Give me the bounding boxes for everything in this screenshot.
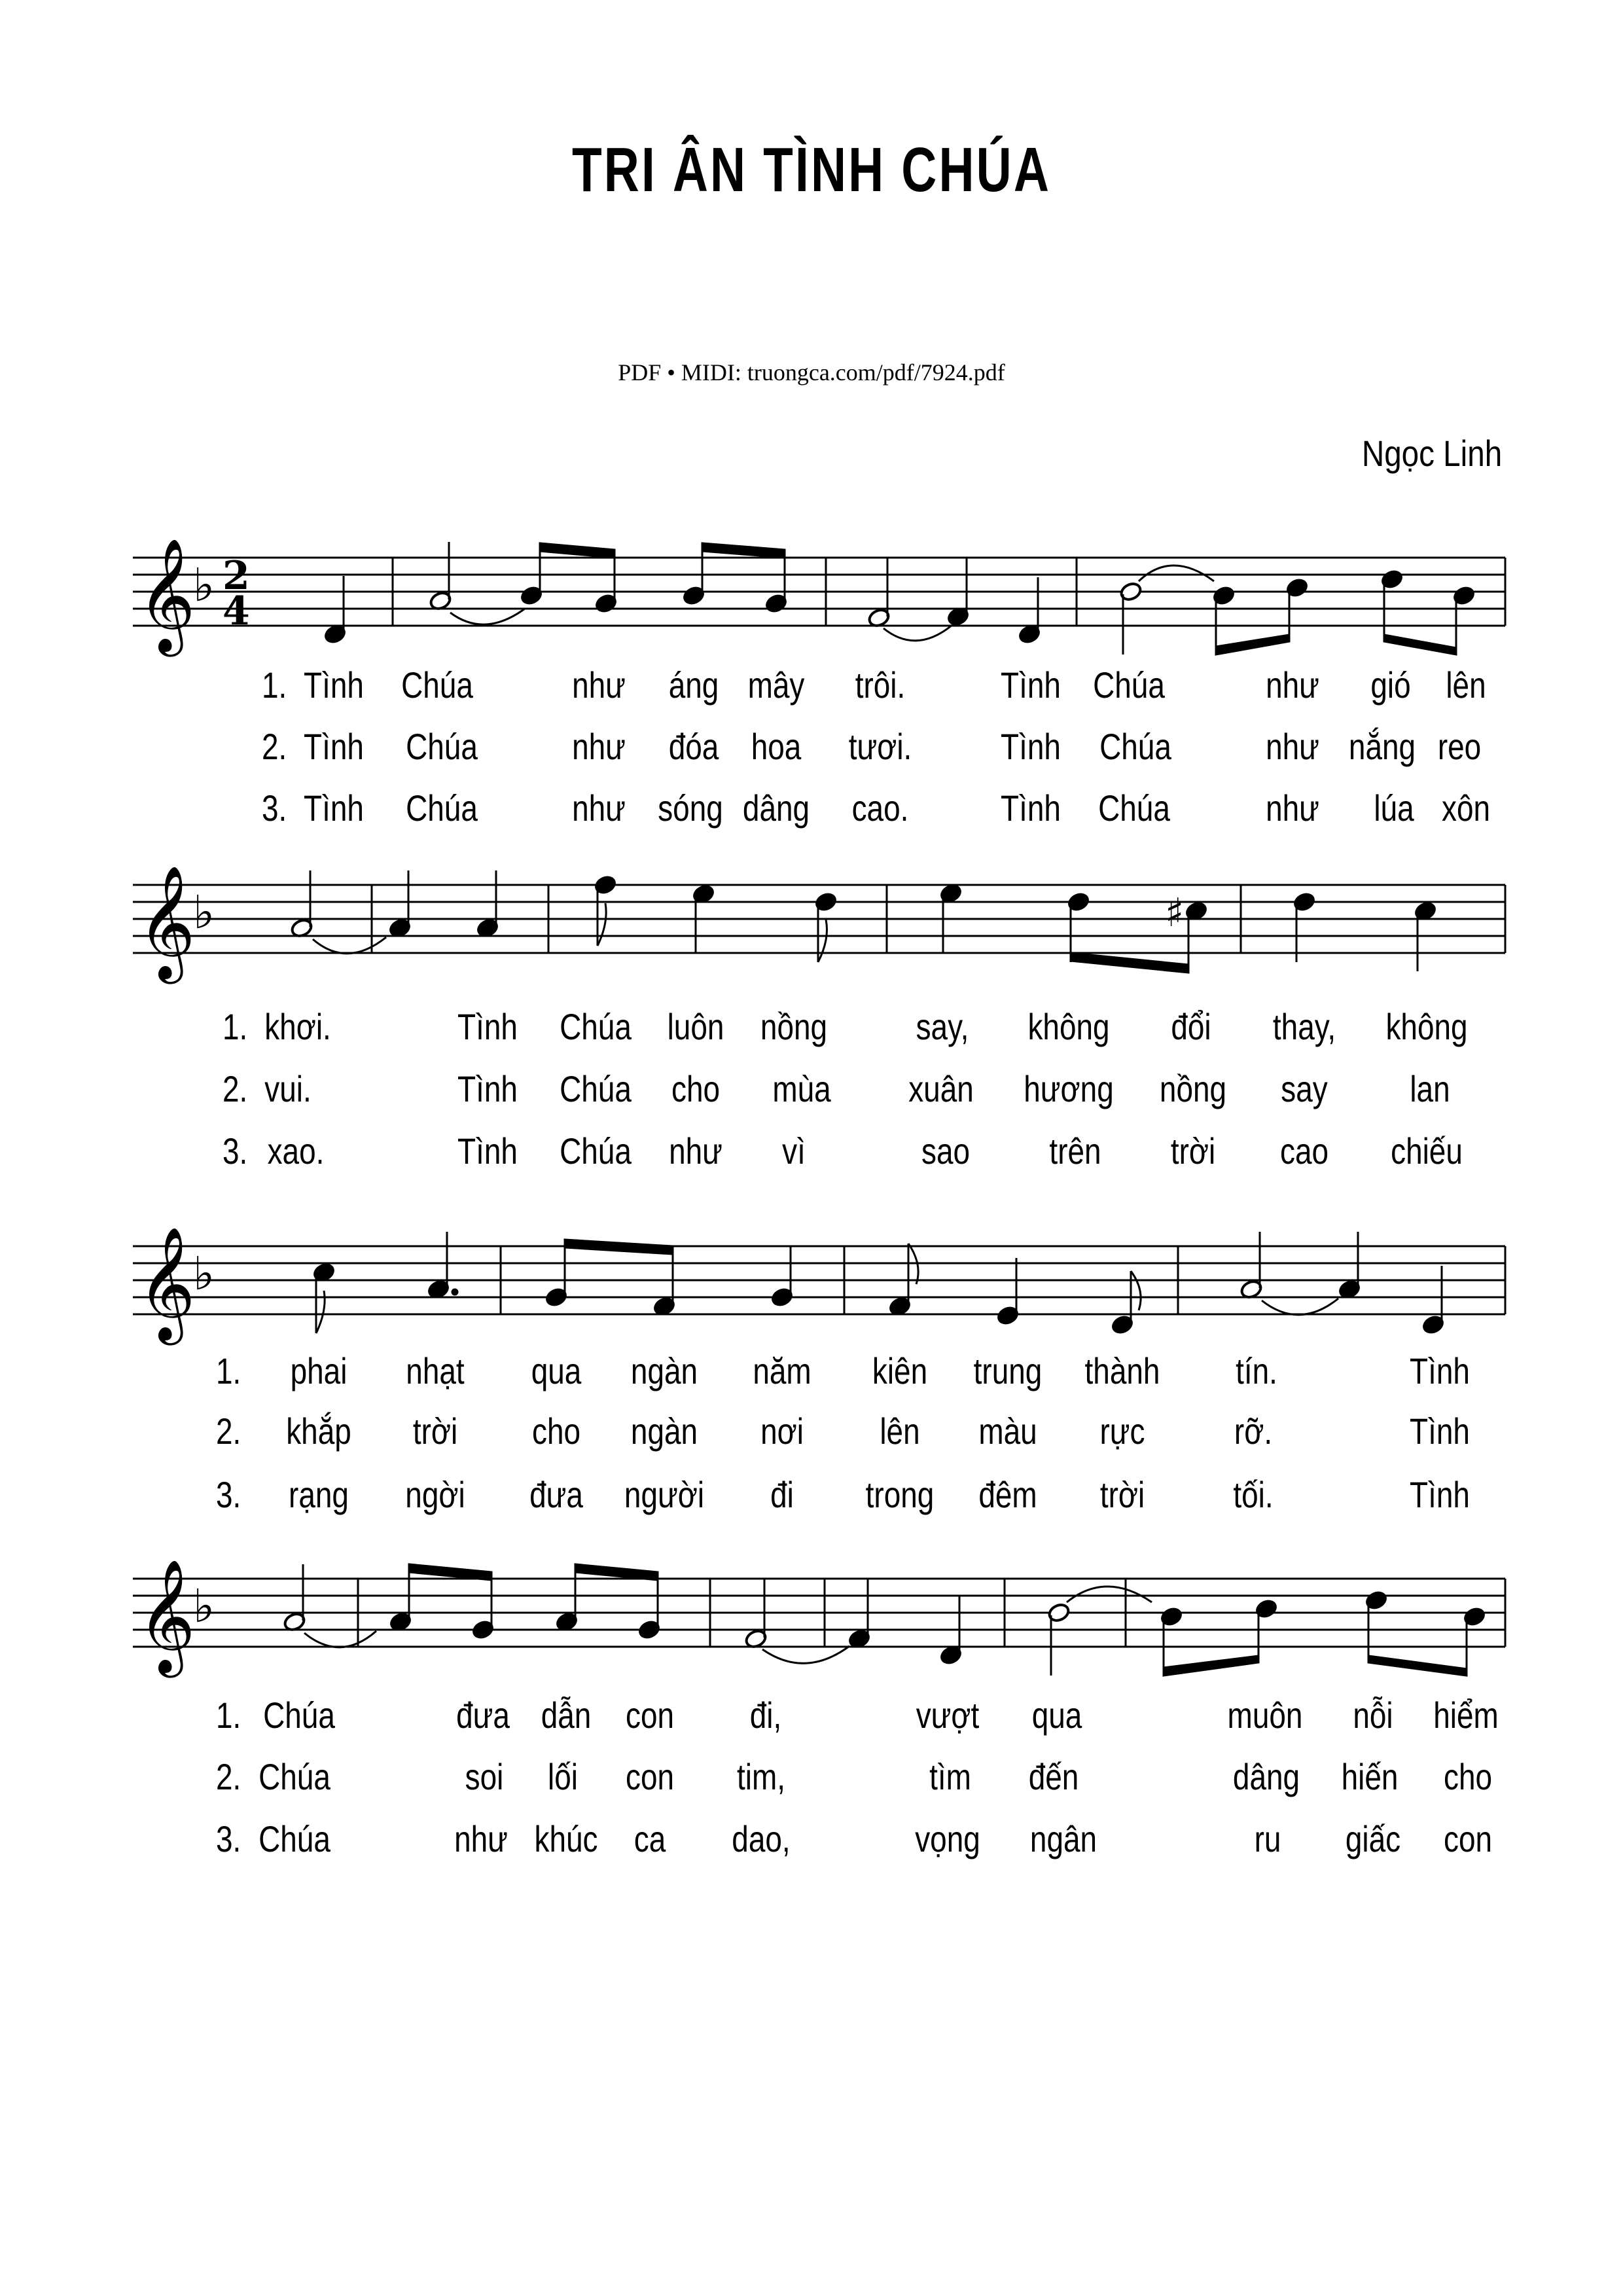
syllable: như (1266, 787, 1319, 829)
time-signature: 2 (223, 553, 250, 599)
syllable: Tình (457, 1068, 518, 1109)
syllable: Chúa (259, 1756, 330, 1797)
syllable: vui. (264, 1068, 312, 1109)
syllable: cho (671, 1068, 721, 1109)
syllable: hiểm (1433, 1695, 1499, 1736)
syllable: dâng (742, 787, 810, 829)
verse-2-lyrics (0, 1408, 1623, 1454)
verse-number: 3. (216, 1474, 241, 1515)
syllable: phai (290, 1350, 348, 1391)
syllable: qua (531, 1350, 582, 1391)
syllable: Chúa (401, 664, 473, 706)
treble-clef-icon: 𝄞 (137, 865, 196, 979)
verse-number: 3. (223, 1130, 248, 1172)
verse-3-lyrics (0, 1816, 1623, 1862)
music-system-1 (0, 537, 1623, 838)
verse-1-lyrics (0, 662, 1623, 708)
syllable: nỗi (1353, 1695, 1393, 1736)
syllable: vì (782, 1130, 806, 1172)
syllable: vượt (916, 1695, 980, 1736)
syllable: khúc (534, 1818, 598, 1859)
syllable: cao (1279, 1130, 1329, 1172)
syllable: lan (1410, 1068, 1450, 1109)
syllable: đi, (749, 1695, 782, 1736)
syllable: màu (978, 1410, 1037, 1452)
syllable: luôn (667, 1006, 724, 1047)
composer-name: Ngọc Linh (1361, 433, 1502, 474)
syllable: khắp (286, 1410, 351, 1452)
syllable: say, (916, 1006, 969, 1047)
syllable: tim, (737, 1756, 785, 1797)
staff-2 (0, 864, 1623, 995)
syllable: tìm (929, 1756, 971, 1797)
sharp-icon: ♯ (1165, 890, 1185, 936)
syllable: Tình (304, 726, 364, 767)
syllable: trời (412, 1410, 458, 1452)
syllable: Tình (304, 664, 364, 706)
syllable: Chúa (1093, 664, 1165, 706)
syllable: xuân (908, 1068, 974, 1109)
syllable: kiên (872, 1350, 928, 1391)
music-system-4 (0, 1558, 1623, 1872)
verse-2-lyrics (0, 1754, 1623, 1800)
syllable: nồng (1159, 1068, 1227, 1109)
syllable: Tình (1001, 787, 1061, 829)
syllable: Tình (1410, 1474, 1470, 1515)
syllable: thay, (1272, 1006, 1336, 1047)
syllable: hoa (751, 726, 802, 767)
syllable: nơi (760, 1410, 804, 1452)
syllable: cho (1443, 1756, 1493, 1797)
flat-icon: ♭ (193, 1579, 215, 1633)
syllable: sóng (658, 787, 723, 829)
syllable: tối. (1233, 1474, 1274, 1515)
syllable: hương (1024, 1068, 1114, 1109)
syllable: như (1266, 664, 1319, 706)
syllable: xôn (1441, 787, 1491, 829)
syllable: trời (1170, 1130, 1216, 1172)
syllable: soi (465, 1756, 504, 1797)
syllable: không (1027, 1006, 1110, 1047)
syllable: như (454, 1818, 508, 1859)
syllable: Chúa (560, 1006, 632, 1047)
staff-4 (0, 1558, 1623, 1689)
syllable: Tình (1001, 664, 1061, 706)
syllable: Chúa (406, 726, 478, 767)
syllable: trôi. (855, 664, 906, 706)
syllable: trung (973, 1350, 1043, 1391)
flat-icon: ♭ (193, 886, 215, 939)
syllable: Tình (457, 1130, 518, 1172)
syllable: người (624, 1474, 705, 1515)
syllable: như (572, 664, 626, 706)
syllable: con (625, 1695, 675, 1736)
syllable: như (572, 726, 626, 767)
syllable: lên (880, 1410, 920, 1452)
verse-number: 3. (262, 787, 287, 829)
verse-3-lyrics (0, 1472, 1623, 1518)
syllable: trời (1099, 1474, 1145, 1515)
syllable: không (1385, 1006, 1468, 1047)
syllable: muôn (1227, 1695, 1303, 1736)
syllable: ru (1254, 1818, 1281, 1859)
syllable: gió (1370, 664, 1411, 706)
syllable: tín. (1236, 1350, 1277, 1391)
syllable: nhạt (406, 1350, 465, 1391)
verse-3-lyrics (0, 785, 1623, 831)
syllable: say (1281, 1068, 1328, 1109)
syllable: năm (753, 1350, 812, 1391)
syllable: trên (1049, 1130, 1101, 1172)
song-title: TRI ÂN TÌNH CHÚA (571, 135, 1052, 205)
verse-number: 2. (216, 1756, 241, 1797)
syllable: đưa (456, 1695, 510, 1736)
treble-clef-icon: 𝄞 (137, 538, 196, 652)
music-system-3 (0, 1225, 1623, 1533)
verse-number: 2. (262, 726, 287, 767)
syllable: lên (1446, 664, 1486, 706)
staff-1 (0, 537, 1623, 668)
syllable: qua (1031, 1695, 1082, 1736)
syllable: giấc (1345, 1818, 1401, 1859)
verse-3-lyrics (0, 1128, 1623, 1174)
syllable: ngàn (630, 1350, 698, 1391)
syllable: mùa (772, 1068, 831, 1109)
syllable: Tình (1410, 1410, 1470, 1452)
syllable: Chúa (1098, 787, 1170, 829)
syllable: tươi. (848, 726, 912, 767)
treble-clef-icon: 𝄞 (137, 1227, 196, 1340)
flat-icon: ♭ (193, 558, 215, 612)
syllable: con (1443, 1818, 1493, 1859)
syllable: Chúa (263, 1695, 335, 1736)
syllable: reo (1437, 726, 1482, 767)
syllable: đi (770, 1474, 794, 1515)
verse-number: 1. (216, 1695, 241, 1736)
syllable: dâng (1232, 1756, 1300, 1797)
syllable: nắng (1348, 726, 1416, 767)
verse-number: 1. (216, 1350, 241, 1391)
syllable: cao. (851, 787, 909, 829)
syllable: lối (548, 1756, 578, 1797)
verse-number: 1. (262, 664, 287, 706)
syllable: đến (1028, 1756, 1079, 1797)
syllable: Chúa (259, 1818, 330, 1859)
syllable: cho (531, 1410, 581, 1452)
syllable: thành (1084, 1350, 1160, 1391)
verse-1-lyrics (0, 1348, 1623, 1394)
syllable: hiến (1341, 1756, 1399, 1797)
syllable: xao. (267, 1130, 325, 1172)
syllable: như (572, 787, 626, 829)
syllable: dẫn (541, 1695, 592, 1736)
syllable: đêm (978, 1474, 1037, 1515)
syllable: như (669, 1130, 722, 1172)
syllable: Chúa (560, 1130, 632, 1172)
verse-number: 1. (223, 1006, 248, 1047)
syllable: đổi (1171, 1006, 1211, 1047)
syllable: Tình (1001, 726, 1061, 767)
syllable: ngời (405, 1474, 465, 1515)
syllable: sao (921, 1130, 971, 1172)
verse-number: 2. (223, 1068, 248, 1109)
syllable: dao, (732, 1818, 791, 1859)
syllable: nồng (760, 1006, 828, 1047)
syllable: lúa (1374, 787, 1414, 829)
syllable: khơi. (264, 1006, 331, 1047)
syllable: Tình (1410, 1350, 1470, 1391)
syllable: trong (865, 1474, 935, 1515)
syllable: Tình (304, 787, 364, 829)
syllable: ngàn (630, 1410, 698, 1452)
syllable: rạng (289, 1474, 349, 1515)
syllable: Tình (457, 1006, 518, 1047)
syllable: vọng (915, 1818, 980, 1859)
syllable: rỡ. (1234, 1410, 1273, 1452)
verse-2-lyrics (0, 1066, 1623, 1112)
syllable: Chúa (1099, 726, 1171, 767)
syllable: con (625, 1756, 675, 1797)
verse-number: 3. (216, 1818, 241, 1859)
verse-number: 2. (216, 1410, 241, 1452)
syllable: như (1266, 726, 1319, 767)
syllable: mây (747, 664, 805, 706)
syllable: ngân (1029, 1818, 1097, 1859)
source-link[interactable]: PDF • MIDI: truongca.com/pdf/7924.pdf (618, 359, 1005, 386)
syllable: ca (633, 1818, 666, 1859)
music-system-2 (0, 864, 1623, 1178)
syllable: Chúa (560, 1068, 632, 1109)
treble-clef-icon: 𝄞 (137, 1559, 196, 1673)
verse-1-lyrics (0, 1004, 1623, 1050)
syllable: đóa (668, 726, 719, 767)
svg-text:4: 4 (223, 588, 250, 634)
syllable: Chúa (406, 787, 478, 829)
syllable: chiếu (1391, 1130, 1463, 1172)
syllable: rực (1099, 1410, 1145, 1452)
verse-2-lyrics (0, 724, 1623, 770)
flat-icon: ♭ (193, 1247, 215, 1300)
syllable: áng (668, 664, 719, 706)
verse-1-lyrics (0, 1693, 1623, 1738)
syllable: đưa (529, 1474, 583, 1515)
staff-3 (0, 1225, 1623, 1356)
